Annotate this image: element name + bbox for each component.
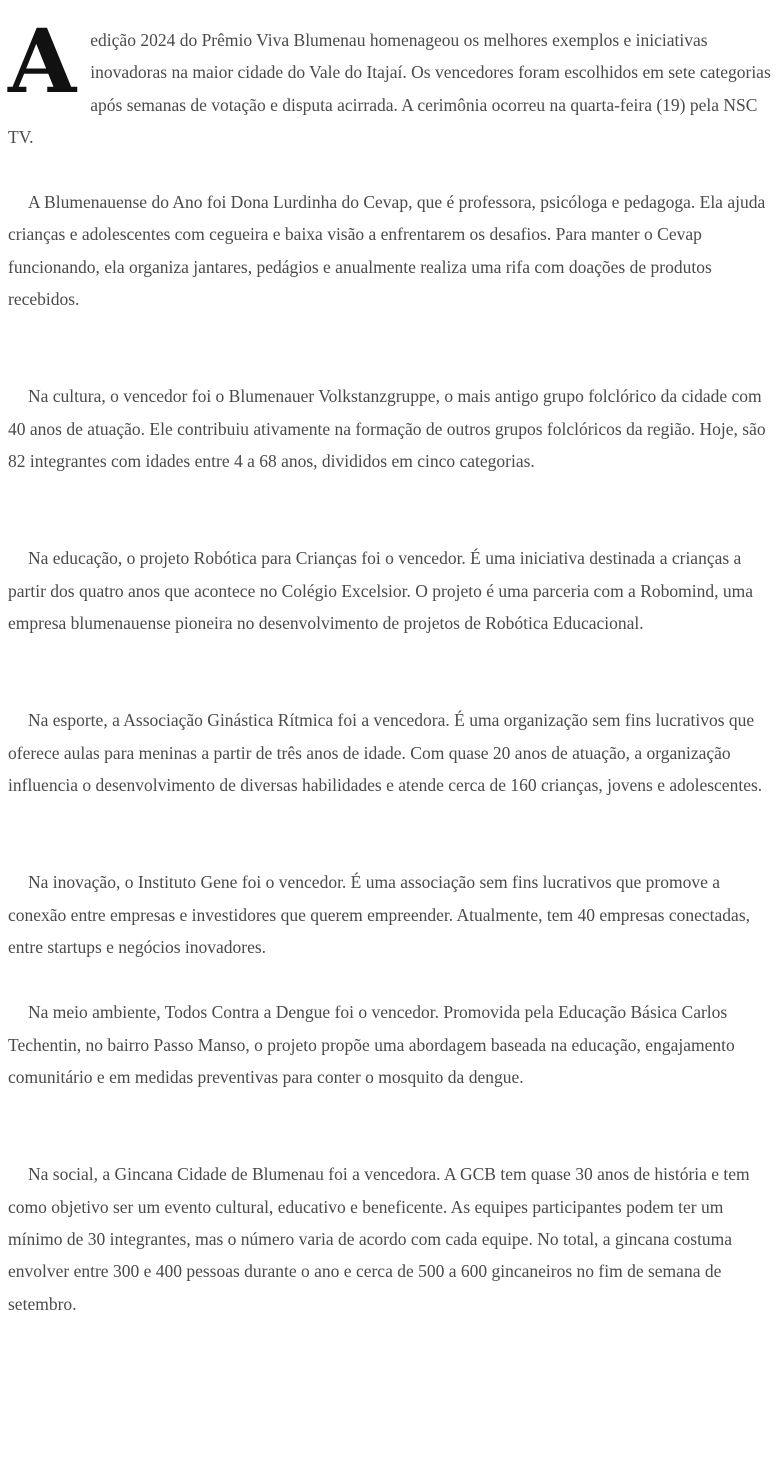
paragraph-spacer <box>8 964 778 996</box>
drop-cap: A <box>8 9 77 113</box>
intro-paragraph <box>8 9 778 154</box>
paragraph-meio-ambiente: Na meio ambiente, Todos Contra a Dengue foi o vencedor. Promovida pela Educação Básica Carlos Techentin, no bairro Passo Manso, o projeto propõe uma abordagem baseada na educação, engajamento comunitário e em medidas preventivas para conter o mosquito da dengue. <box>8 1002 735 1087</box>
paragraph-inovacao: Na inovação, o Instituto Gene foi o vencedor. É uma associação sem fins lucrativos que promove a conexão entre empresas e investidores que querem empreender. Atualmente, tem 40 empresas conectadas, entre startups e negócios inovadores. <box>8 872 750 958</box>
paragraph-spacer <box>8 478 778 543</box>
paragraph-spacer <box>8 316 778 381</box>
paragraph-cultura: Na cultura, o vencedor foi o Blumenauer Volkstanzgruppe, o mais antigo grupo folclórico da cidade com 40 anos de atuação. Ele contribuiu ativamente na formação de outros grupos folclóricos da região. Hoje, são 82 integrantes com idades entre 4 a 68 anos, divididos em cinco categorias. <box>8 386 766 472</box>
paragraph-spacer <box>8 802 778 867</box>
article-body <box>8 9 778 1320</box>
paragraph-social: Na social, a Gincana Cidade de Blumenau foi a vencedora. A GCB tem quase 30 anos de história e tem como objetivo ser um evento cultural, educativo e beneficente. As equipes participantes podem ter um mínimo de 30 integrantes, mas o número varia de acordo com cada equipe. No total, a gincana costuma envolver entre 300 e 400 pessoas durante o ano e cerca de 500 a 600 gincaneiros no fim de semana de setembro. <box>8 1164 750 1314</box>
paragraph-spacer <box>8 640 778 705</box>
paragraph-educacao: Na educação, o projeto Robótica para Crianças foi o vencedor. É uma iniciativa destinada a crianças a partir dos quatro anos que acontece no Colégio Excelsior. O projeto é uma parceria com a Robomind, uma empresa blumenauense pioneira no desenvolvimento de projetos de Robótica Educacional. <box>8 548 753 634</box>
intro-text: edição 2024 do Prêmio Viva Blumenau homenageou os melhores exemplos e iniciativas inovadoras na maior cidade do Vale do Itajaí. Os vencedores foram escolhidos em sete categorias após semanas de votação e disputa acirrada. A cerimônia ocorreu na quarta-feira (19) pela NSC TV. <box>8 30 771 148</box>
paragraph-esporte: Na esporte, a Associação Ginástica Rítmica foi a vencedora. É uma organização sem fins lucrativos que oferece aulas para meninas a partir de três anos de idade. Com quase 20 anos de atuação, a organização influencia o desenvolvimento de diversas habilidades e atende cerca de 160 crianças, jovens e adolescentes. <box>8 710 763 796</box>
paragraph-spacer <box>8 1093 778 1158</box>
paragraph-blumenauense-do-ano: A Blumenauense do Ano foi Dona Lurdinha do Cevap, que é professora, psicóloga e pedagoga. Ela ajuda crianças e adolescentes com cegueira e baixa visão a enfrentarem os desafios. Para manter o Cevap funcionando, ela organiza jantares, pedágios e anualmente realiza uma rifa com doações de produtos recebidos. <box>8 192 766 310</box>
